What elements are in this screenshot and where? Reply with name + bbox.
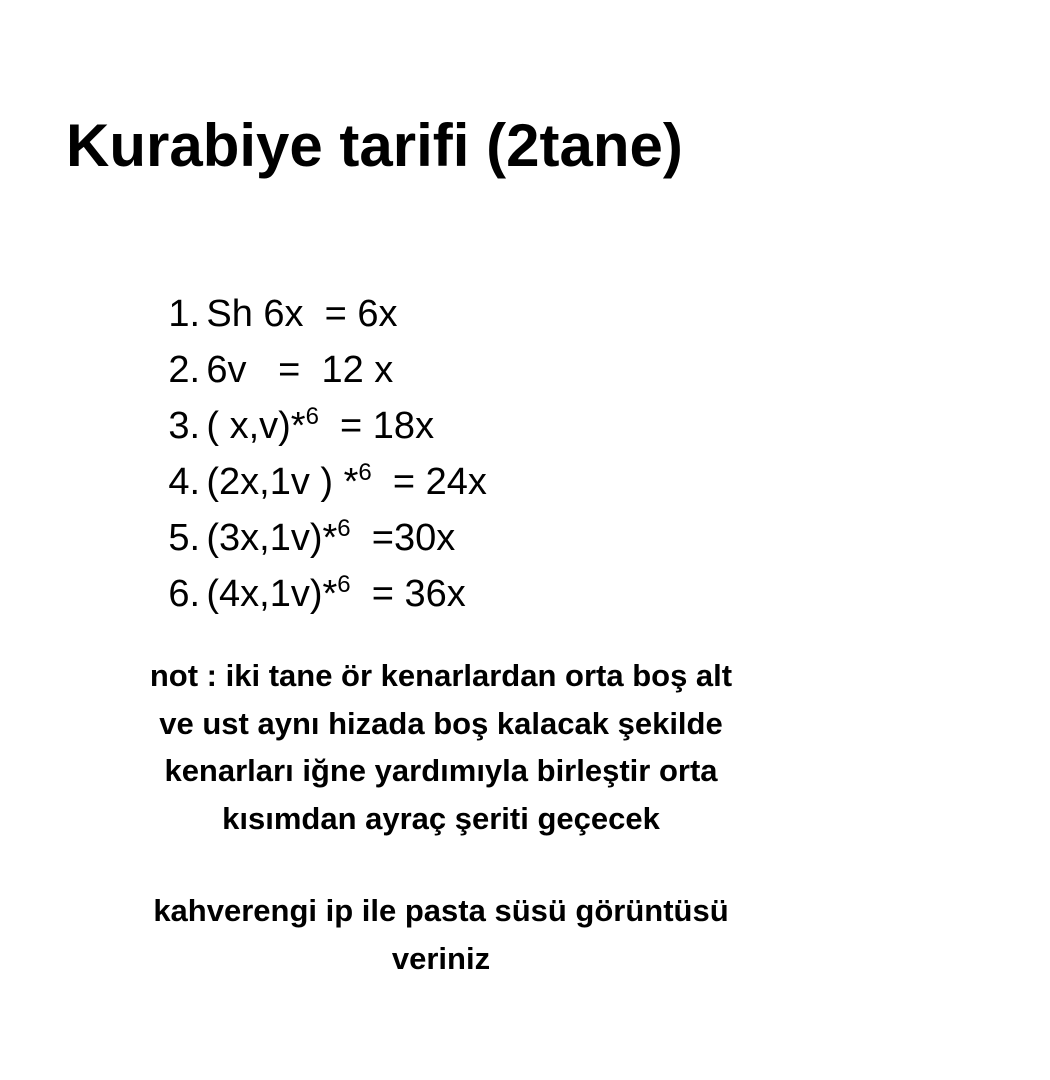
step-text <box>206 566 465 622</box>
recipe-steps-list <box>105 230 487 615</box>
step-base: ( x,v)* <box>206 405 306 447</box>
step-base: (3x,1v)* <box>206 517 338 559</box>
assembly-note <box>110 652 772 842</box>
step-number: 4. <box>168 461 201 503</box>
decoration-note <box>110 887 772 982</box>
page-title: Kurabiye tarifi (2tane) <box>66 112 683 179</box>
step-rest: =30x <box>350 517 456 559</box>
step-number: 3. <box>168 405 201 447</box>
list-item <box>105 286 487 391</box>
step-superscript: 6 <box>358 459 372 486</box>
list-item <box>105 230 487 335</box>
note-line: kahverengi ip ile pasta süsü görüntüsü <box>153 893 729 928</box>
note-line: ve ust aynı hizada boş kalacak şekilde <box>159 705 723 741</box>
list-item <box>105 342 487 447</box>
note-line: kenarları iğne yardımıyla birleştir orta <box>164 753 718 788</box>
step-rest: = 24x <box>371 461 487 503</box>
note-line: veriniz <box>391 940 491 976</box>
list-item <box>105 454 487 559</box>
step-rest: = 18x <box>318 405 435 447</box>
step-base: Sh 6x <box>206 293 304 335</box>
step-base: (2x,1v ) * <box>206 461 359 503</box>
list-item <box>105 510 487 615</box>
step-number: 5. <box>168 517 201 559</box>
step-number: 2. <box>168 349 201 391</box>
step-number: 6. <box>168 573 201 615</box>
list-item <box>105 398 487 503</box>
step-superscript: 6 <box>337 515 351 542</box>
step-number: 1. <box>168 293 201 335</box>
step-superscript: 6 <box>337 571 351 598</box>
step-superscript: 6 <box>305 403 319 430</box>
note-line: not : iki tane ör kenarlardan orta boş alt <box>149 658 733 693</box>
step-base: (4x,1v)* <box>206 573 338 615</box>
step-base: 6v = 12 x <box>206 349 394 391</box>
note-line: kısımdan ayraç şeriti geçecek <box>222 800 660 836</box>
step-rest: = 6x <box>303 293 398 335</box>
step-rest: = 36x <box>350 573 466 615</box>
